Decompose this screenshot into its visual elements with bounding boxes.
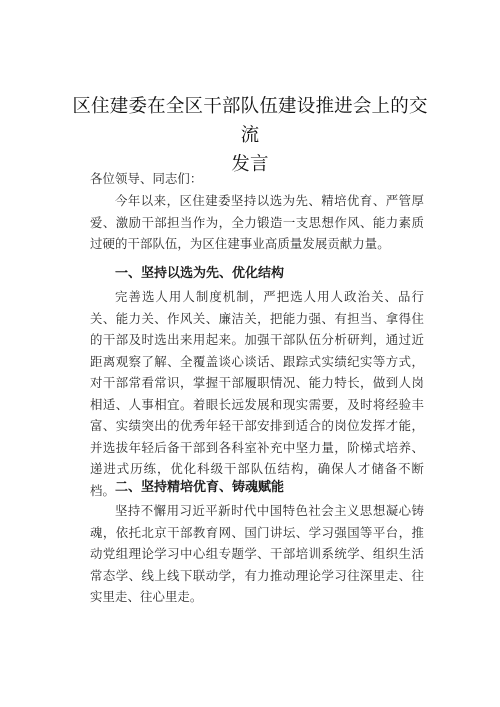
section-1-paragraph: 完善选人用人制度机制，严把选人用人政治关、品行关、能力关、作风关、廉洁关，把能力强、有担当、拿得住的干部及时选出来用起来。加强干部队伍分析研判，通过近距离观察了解、全覆盖谈心谈话、跟踪式实绩纪实等方式，对干部常看常识，掌握干部履职情况、能力特长，做到人岗相适、人事相宜。着眼长远发展和现实需要，及时将经验丰富、实绩突出的优秀年轻干部安排到适合的岗位发挥才能，并选拔年轻后备干部到各科室补充中坚力量，阶梯式培养、递进式历练，优化科级干部队伍结构，确保人才储备不断档。	[90, 289, 424, 498]
intro-paragraph: 今年以来，区住建委坚持以选为先、精培优育、严管厚爱、激励干部担当作为，全力锻造一支思想作风、能力素质过硬的干部队伍，为区住建事业高质量发展贡献力量。	[90, 193, 424, 251]
title-line-2: 发言	[231, 154, 269, 175]
document-title	[70, 92, 430, 179]
title-line-1: 区住建委在全区干部队伍建设推进会上的交流	[72, 96, 428, 146]
section-2-paragraph: 坚持不懈用习近平新时代中国特色社会主义思想凝心铸魂，依托北京干部教育网、国门讲坛、学习强国等平台，推动党组理论学习中心组专题学、干部培训系统学、组织生活常态学、线上线下联动学，有力推动理论学习往深里走、往实里走、往心里走。	[90, 503, 424, 604]
section-1-heading: 一、坚持以选为先、优化结构	[115, 266, 285, 281]
section-2-heading: 二、坚持精培优育、铸魂赋能	[115, 480, 285, 495]
salutation: 各位领导、同志们：	[90, 171, 203, 186]
